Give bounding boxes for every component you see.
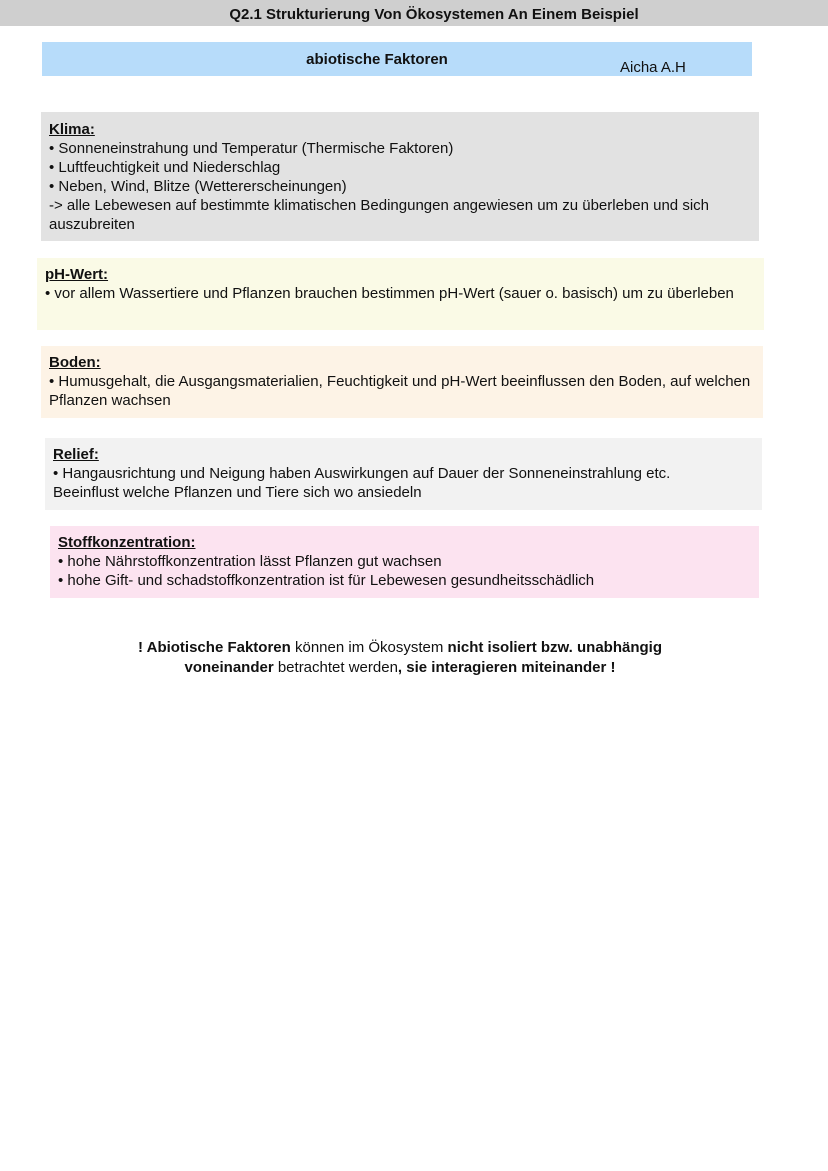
conclusion-bold: interagieren miteinander ! (431, 659, 616, 676)
subtitle-banner (42, 42, 752, 76)
author-name: Aicha A.H (620, 59, 686, 76)
relief-line: • Hangausrichtung und Neigung haben Auswirkungen auf Dauer der Sonneneinstrahlung etc. (53, 465, 671, 482)
relief-heading: Relief: (53, 446, 99, 463)
relief-section (45, 438, 762, 510)
stoff-line: • hohe Nährstoffkonzentration lässt Pflanzen gut wachsen (58, 553, 442, 570)
conclusion-bold: nicht isoliert bzw. unabhängig voneinander (184, 639, 662, 676)
klima-section (41, 112, 759, 241)
ph-section (37, 258, 764, 330)
ph-heading: pH-Wert: (45, 266, 109, 283)
boden-heading: Boden: (49, 354, 101, 371)
subtitle: abiotische Faktoren (306, 51, 448, 68)
ph-line: • vor allem Wassertiere und Pflanzen brauchen bestimmen pH-Wert (sauer o. basisch) um zu überleben (45, 285, 734, 302)
klima-heading: Klima: (49, 121, 95, 138)
conclusion-plain: können im Ökosystem (290, 639, 448, 656)
top-bar (0, 0, 828, 26)
conclusion-bold: ! Abiotische Faktoren (138, 639, 291, 656)
page-title: Q2.1 Strukturierung Von Ökosystemen An Einem Beispiel (229, 6, 639, 23)
conclusion-text (120, 638, 680, 678)
klima-line: • Sonneneinstrahung und Temperatur (Thermische Faktoren) (49, 140, 454, 157)
stoffkonzentration-section (50, 526, 759, 598)
relief-line: Beeinflust welche Pflanzen und Tiere sich wo ansiedeln (53, 484, 422, 501)
conclusion-bold: , sie (397, 659, 432, 676)
stoff-heading: Stoffkonzentration: (58, 534, 196, 551)
klima-line: • Neben, Wind, Blitze (Wettererscheinungen) (49, 178, 347, 195)
stoff-line: • hohe Gift- und schadstoffkonzentration ist für Lebewesen gesundheitsschädlich (58, 572, 595, 589)
klima-line: -> alle Lebewesen auf bestimmte klimatischen Bedingungen angewiesen um zu überleben und sich auszubreiten (49, 197, 709, 233)
klima-line: • Luftfeuchtigkeit und Niederschlag (49, 159, 281, 176)
boden-line: • Humusgehalt, die Ausgangsmaterialien, Feuchtigkeit und pH-Wert beeinflussen den Boden, auf welchen Pflanzen wachsen (49, 373, 751, 409)
conclusion-plain: betrachtet werden (273, 659, 398, 676)
boden-section (41, 346, 763, 418)
